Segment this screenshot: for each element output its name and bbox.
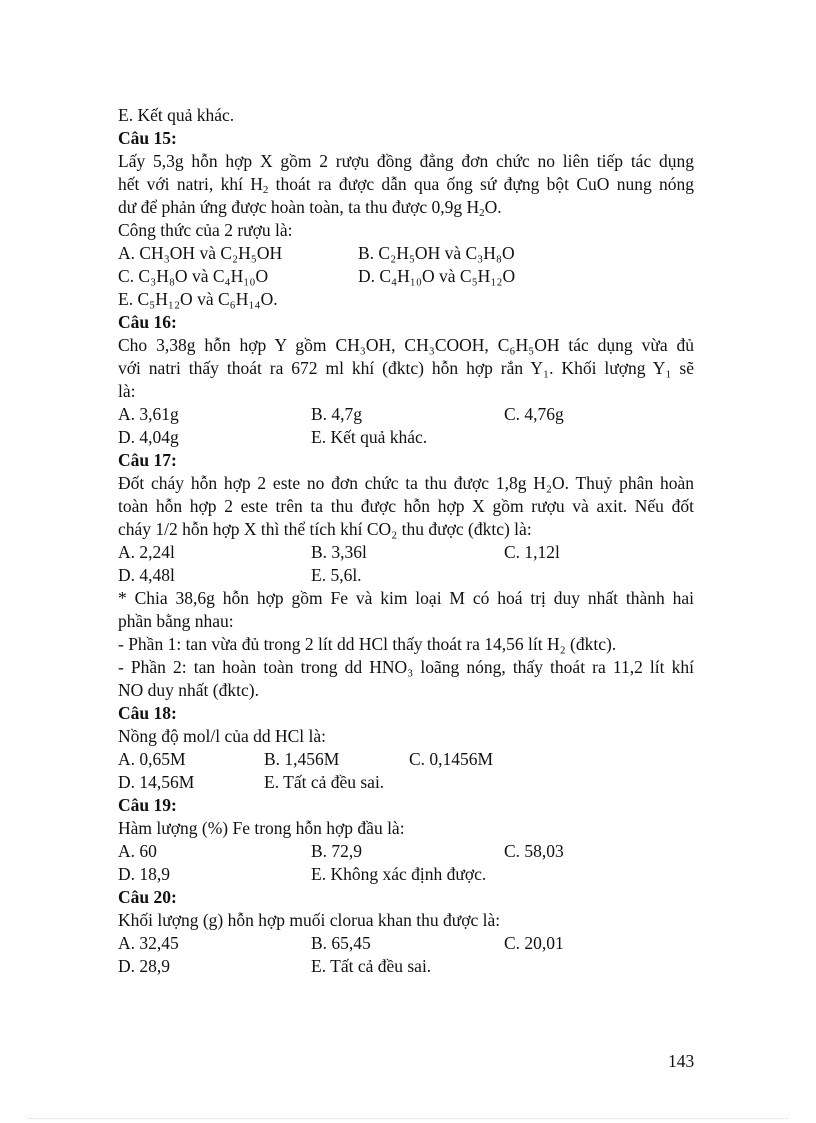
- question-16-heading: Câu 16:: [118, 312, 177, 332]
- question-15-option-d: D. C₄H₁₀O và C₅H₁₂O: [358, 266, 516, 286]
- question-18-option-d: D. 14,56M: [118, 772, 195, 792]
- question-17-heading: Câu 17:: [118, 450, 177, 470]
- question-20-option-d: D. 28,9: [118, 956, 171, 976]
- question-18-option-b: B. 1,456M: [264, 749, 340, 769]
- question-16-text-line-2: với natri thấy thoát ra 672 ml khí (đktc) hỗn hợp rắn Y₁. Khối lượng Y₁ sẽ: [118, 358, 694, 378]
- question-19-option-c: C. 58,03: [504, 841, 564, 861]
- question-17-option-a: A. 2,24l: [118, 542, 175, 562]
- page-number: 143: [668, 1051, 695, 1071]
- question-18-text: Nồng độ mol/l của dd HCl là:: [118, 726, 327, 746]
- question-20-option-a: A. 32,45: [118, 933, 179, 953]
- question-16-option-b: B. 4,7g: [311, 404, 363, 424]
- question-17-option-e: E. 5,6l.: [311, 565, 362, 585]
- question-15-heading: Câu 15:: [118, 128, 177, 148]
- question-15-prompt: Công thức của 2 rượu là:: [118, 220, 293, 240]
- question-16-option-d: D. 4,04g: [118, 427, 179, 447]
- answer-e-previous: E. Kết quả khác.: [118, 105, 235, 125]
- question-16-option-a: A. 3,61g: [118, 404, 179, 424]
- question-18-heading: Câu 18:: [118, 703, 177, 723]
- question-20-option-e: E. Tất cả đều sai.: [311, 956, 432, 976]
- question-16-text-line-3: là:: [118, 381, 136, 401]
- question-17-text-line-2: toàn hỗn hợp 2 este trên ta thu được hỗn hợp X gồm rượu và axit. Nếu đốt: [118, 496, 694, 516]
- text-segment: O.: [484, 197, 502, 217]
- question-15-text-line-1: Lấy 5,3g hỗn hợp X gồm 2 rượu đồng đẳng đơn chức no liên tiếp tác dụng: [118, 151, 694, 171]
- question-19-option-e: E. Không xác định được.: [311, 864, 487, 884]
- text-segment: dư để phản ứng được hoàn toàn, ta thu được 0,9g H: [118, 197, 480, 217]
- page-bottom-divider: [28, 1118, 788, 1119]
- question-16-option-c: C. 4,76g: [504, 404, 564, 424]
- question-17-option-c: C. 1,12l: [504, 542, 560, 562]
- problem-text-line-1: * Chia 38,6g hỗn hợp gồm Fe và kim loại M có hoá trị duy nhất thành hai: [118, 588, 694, 608]
- subscript: 2: [262, 184, 269, 196]
- question-16-text-line-1: Cho 3,38g hỗn hợp Y gồm CH₃OH, CH₃COOH, C₆H₅OH tác dụng vừa đủ: [118, 335, 694, 355]
- question-15-option-a: A. CH₃OH và C₂H₅OH: [118, 243, 283, 263]
- question-19-text: Hàm lượng (%) Fe trong hỗn hợp đầu là:: [118, 818, 405, 838]
- question-19-option-d: D. 18,9: [118, 864, 171, 884]
- question-15-text-line-2: [118, 173, 694, 195]
- question-15-option-e: E. C₅H₁₂O và C₆H₁₄O.: [118, 289, 278, 309]
- question-15-option-b: B. C₂H₅OH và C₃H₈O: [358, 243, 515, 263]
- problem-text-line-4: - Phần 2: tan hoàn toàn trong dd HNO₃ loãng nóng, thấy thoát ra 11,2 lít khí: [118, 657, 694, 677]
- question-20-option-b: B. 65,45: [311, 933, 371, 953]
- question-20-heading: Câu 20:: [118, 887, 177, 907]
- text-segment: thoát ra được dẫn qua ống sứ đựng bột CuO nung nóng: [268, 174, 694, 194]
- question-18-option-c: C. 0,1456M: [409, 749, 494, 769]
- question-19-option-b: B. 72,9: [311, 841, 363, 861]
- question-15-option-c: C. C₃H₈O và C₄H₁₀O: [118, 266, 269, 286]
- subscript: 2: [479, 207, 485, 219]
- question-20-option-c: C. 20,01: [504, 933, 564, 953]
- problem-text-line-5: NO duy nhất (đktc).: [118, 680, 259, 700]
- problem-text-line-2: phần bằng nhau:: [118, 611, 234, 631]
- question-17-text-line-1: Đốt cháy hỗn hợp 2 este no đơn chức ta thu được 1,8g H₂O. Thuỷ phân hoàn: [118, 473, 694, 493]
- question-20-text: Khối lượng (g) hỗn hợp muối clorua khan thu được là:: [118, 910, 501, 930]
- question-18-option-e: E. Tất cả đều sai.: [264, 772, 385, 792]
- text-segment: hết với natri, khí H: [118, 174, 263, 194]
- problem-text-line-3: - Phần 1: tan vừa đủ trong 2 lít dd HCl thấy thoát ra 14,56 lít H₂ (đktc).: [118, 634, 617, 654]
- question-15-text-line-3: [118, 196, 502, 218]
- question-17-option-b: B. 3,36l: [311, 542, 367, 562]
- question-19-option-a: A. 60: [118, 841, 157, 861]
- question-17-option-d: D. 4,48l: [118, 565, 175, 585]
- question-18-option-a: A. 0,65M: [118, 749, 186, 769]
- question-19-heading: Câu 19:: [118, 795, 177, 815]
- question-16-option-e: E. Kết quả khác.: [311, 427, 428, 447]
- question-17-text-line-3: cháy 1/2 hỗn hợp X thì thể tích khí CO₂ thu được (đktc) là:: [118, 519, 532, 539]
